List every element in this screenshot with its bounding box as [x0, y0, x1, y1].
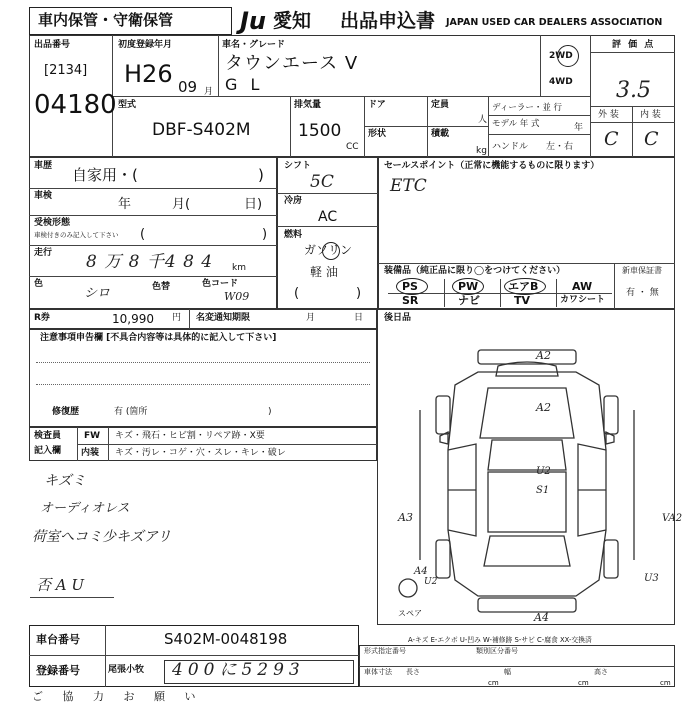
fw-items: キズ・飛石・ヒビ割・リペア跡・X要	[115, 431, 265, 441]
color-code-label: 色コード	[202, 279, 239, 289]
mileage-unit: km	[232, 263, 246, 273]
color-code: W09	[224, 290, 250, 303]
remarks-label: 注意事項申告欄 [不具合内容等は具体的に記入して下さい]	[40, 333, 277, 343]
notice-label: 名変通知期限	[196, 313, 251, 323]
mark-u3-rear-right: U3	[644, 573, 659, 584]
equipment-airbag: エアB	[508, 280, 539, 293]
equipment-ps: PS	[402, 280, 418, 293]
displacement-value: 1500	[298, 121, 342, 141]
width-cm: cm	[578, 679, 589, 687]
model-code: DBF-S402M	[152, 120, 251, 140]
type-designation-label: 形式指定番号	[364, 647, 406, 655]
inspection-year: 年	[118, 197, 132, 212]
fuel-close: )	[356, 286, 362, 301]
repair-label: 修復歴	[52, 407, 80, 417]
plate-value: 400に5293	[172, 660, 305, 680]
fuel-label: 燃料	[284, 230, 303, 240]
note-2: オーディオレス	[40, 501, 130, 516]
remarks-block	[29, 329, 377, 427]
registration-year: H26	[124, 60, 173, 88]
aircon-label: 冷房	[284, 196, 303, 206]
length-label: 長さ	[406, 668, 420, 676]
interior-check-label: 内装	[81, 448, 100, 458]
equipment-sr: SR	[402, 294, 419, 307]
note-1: キズミ	[44, 473, 86, 489]
form-title: 出品申込書	[340, 10, 436, 32]
equipment-airbag-circle	[504, 278, 546, 295]
repair-close: )	[268, 407, 272, 417]
car-name-label: 車名・グレード	[222, 40, 286, 50]
plate-label: 登録番号	[36, 664, 80, 677]
inspection-month: 月(	[172, 197, 191, 212]
drive-2wd: 2WD	[549, 51, 573, 61]
mark-u2-rear-left: U2	[424, 577, 438, 587]
registration-month: 09	[178, 78, 198, 96]
handle-value: 左・右	[546, 142, 574, 152]
dims-label: 車体寸法	[364, 668, 392, 676]
load-unit: kg	[476, 146, 487, 156]
lot-sub-number: [2134]	[44, 63, 88, 78]
aircon-value: AC	[318, 209, 338, 225]
recycle-fee-unit: 円	[172, 313, 182, 323]
inspection-label: 車検	[34, 191, 53, 201]
handle-label: ハンドル	[492, 142, 529, 152]
interior-label: 内 装	[640, 110, 661, 120]
mark-a3-left: A3	[398, 511, 413, 524]
length-cm: cm	[488, 679, 499, 687]
displacement-unit: CC	[346, 142, 359, 152]
registration-label: 初度登録年月	[118, 40, 173, 50]
lot-label: 出品番号	[34, 40, 71, 50]
load-label: 積載	[431, 129, 450, 139]
mark-s1-roof: S1	[536, 485, 550, 496]
car-grade: G L	[225, 75, 264, 94]
color-label: 色	[34, 279, 44, 289]
color-change-label: 色替	[152, 282, 171, 292]
exterior-label: 外 装	[598, 110, 619, 120]
selling-points-label: セールスポイント（正常に機能するものに限ります）	[384, 161, 600, 171]
note-3: 荷室へコミ少キズアリ	[32, 529, 172, 545]
ju-logo: Ju	[240, 7, 267, 35]
recycle-label: 受検形態	[34, 218, 71, 228]
inspector-label-1: 検査員	[34, 431, 62, 441]
mark-a4-rear: A4	[534, 611, 549, 624]
chassis-label: 車台番号	[36, 633, 80, 646]
height-label: 高さ	[594, 668, 608, 676]
repair-value: 有 (箇所	[114, 407, 148, 417]
damage-legend: A-キズ E-エクボ U-凹み W-補修跡 S-サビ C-腐食 XX-交換済	[408, 636, 592, 644]
dealer-parallel: ディーラー・並 行	[492, 103, 563, 113]
selling-points-value: ETC	[390, 176, 427, 196]
equipment-pw-circle	[452, 278, 484, 295]
car-name: タウンエース V	[225, 53, 359, 74]
equipment-navi: ナビ	[458, 294, 480, 307]
chassis-value: S402M-0048198	[164, 630, 288, 648]
fuel-open: (	[294, 286, 300, 301]
year-unit: 年	[574, 123, 584, 133]
warranty-label: 新車保証書	[622, 266, 662, 275]
mark-a4-rear-left: A4	[414, 566, 428, 577]
equipment-label: 装備品（純正品に限り◯をつけてください）	[384, 266, 566, 276]
equipment-leather: カワシート	[560, 295, 606, 305]
recycle-note: 車検付きのみ記入して下さい	[34, 231, 119, 239]
fw-label: FW	[84, 431, 101, 441]
shift-value: 5C	[310, 172, 334, 192]
lot-number: 04180	[34, 90, 117, 120]
equipment-pw: PW	[458, 280, 479, 293]
warranty-value: 有 ・ 無	[626, 288, 659, 298]
mark-va2-right: VA2	[662, 513, 683, 524]
spare-label: スペア	[398, 609, 422, 618]
fuel-selected-circle	[322, 242, 340, 260]
interior-items: キズ・汚レ・コゲ・穴・スレ・キレ・破レ	[115, 448, 286, 458]
association-en: JAPAN USED CAR DEALERS ASSOCIATION	[446, 17, 663, 28]
drive-4wd: 4WD	[549, 77, 573, 87]
class-label: 類別区分番号	[476, 647, 518, 655]
notice-month: 月	[306, 313, 316, 323]
capacity-label: 定員	[431, 100, 450, 110]
mark-u2-roof: U2	[536, 466, 551, 477]
plate-region: 尾張小牧	[108, 665, 145, 675]
equipment-grid	[388, 279, 612, 307]
footer-partial: ご 協 力 お 願 い	[32, 690, 204, 703]
equipment-aw: AW	[572, 280, 593, 293]
mark-a2-front: A2	[536, 349, 551, 362]
history-label: 車歴	[34, 161, 53, 171]
rating-label: 評 価 点	[612, 40, 656, 50]
width-label: 幅	[504, 668, 511, 676]
height-cm: cm	[660, 679, 671, 687]
recycle-fee-value: 10,990	[112, 312, 154, 326]
exterior-grade: C	[604, 128, 619, 150]
drive-selected-circle	[557, 45, 579, 67]
mileage-value: 8 万 8 千4 8 4	[86, 252, 214, 272]
fuel-diesel: 軽 油	[310, 265, 338, 279]
storage-label: 車内保管・守衛保管	[38, 11, 174, 29]
recycle-fee-label: R券	[34, 313, 50, 323]
shape-label: 形状	[368, 129, 387, 139]
recycle-close: )	[262, 227, 268, 242]
month-unit: 月	[204, 87, 214, 97]
mark-a2-hood: A2	[536, 401, 551, 414]
later-install-label: 後日品	[384, 313, 412, 323]
equipment-tv: TV	[514, 294, 531, 307]
note-4: 否 A U	[36, 576, 85, 594]
association-jp: 愛知	[273, 10, 312, 32]
inspector-label-2: 記入欄	[34, 446, 62, 456]
notice-day: 日	[354, 313, 364, 323]
model-year-label: モデル 年 式	[492, 119, 540, 129]
model-label: 型式	[118, 100, 137, 110]
capacity-unit: 人	[478, 115, 488, 125]
displacement-label: 排気量	[294, 100, 322, 110]
history-close: )	[258, 166, 264, 184]
interior-grade: C	[644, 128, 659, 150]
inspection-day: 日)	[244, 197, 263, 212]
history-value: 自家用・(	[72, 166, 138, 184]
rating-score: 3.5	[616, 78, 651, 103]
color-value: シロ	[84, 286, 111, 301]
fuel-gasoline: ガソリン	[304, 243, 353, 257]
shift-label: シフト	[284, 161, 312, 171]
recycle-open: (	[140, 227, 146, 242]
mileage-label: 走行	[34, 248, 53, 258]
doors-label: ドア	[368, 100, 386, 110]
equipment-ps-circle	[396, 278, 428, 295]
